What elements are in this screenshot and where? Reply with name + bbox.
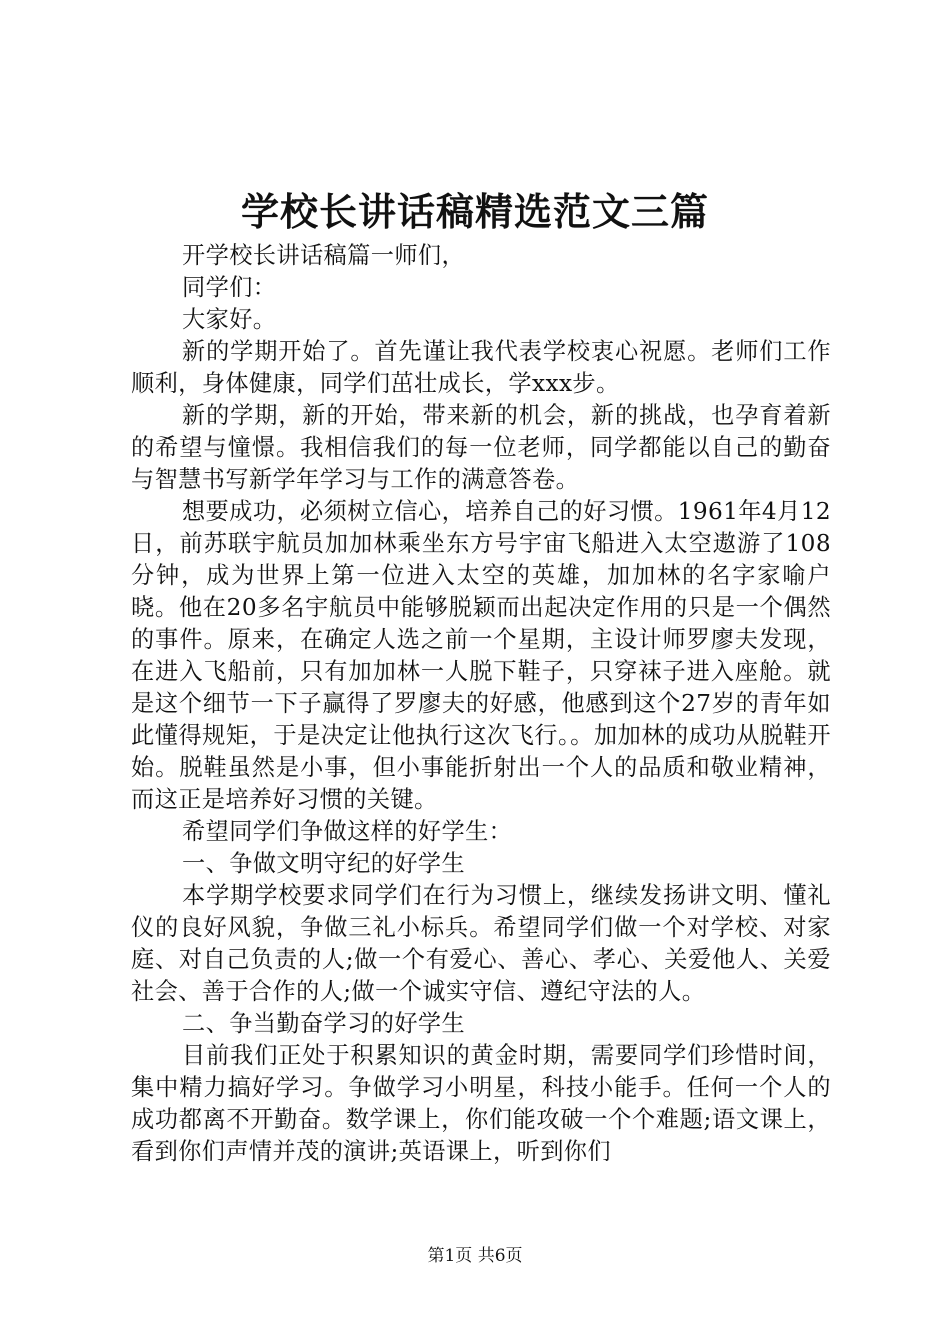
document-body bbox=[131, 240, 831, 1168]
page-footer: 第1页 共6页 bbox=[427, 1246, 523, 1266]
paragraph: 新的学期开始了。首先谨让我代表学校衷心祝愿。老师们工作顺利，身体健康，同学们茁壮成长，学xxx步。 bbox=[131, 338, 831, 397]
paragraph: 希望同学们争做这样的好学生： bbox=[182, 818, 513, 845]
paragraph: 本学期学校要求同学们在行为习惯上，继续发扬讲文明、懂礼仪的良好风貌，争做三礼小标兵。希望同学们做一个对学校、对家庭、对自己负责的人;做一个有爱心、善心、孝心、关爱他人、关爱社会、善于合作的人;做一个诚实守信、遵纪守法的人。 bbox=[131, 882, 831, 1005]
document-title: 学校长讲话稿精选范文三篇 bbox=[240, 189, 709, 234]
section-heading: 二、争当勤奋学习的好学生 bbox=[182, 1010, 466, 1037]
paragraph: 目前我们正处于积累知识的黄金时期，需要同学们珍惜时间，集中精力搞好学习。争做学习小明星，科技小能手。任何一个人的成功都离不开勤奋。数学课上，你们能攻破一个个难题;语文课上，看到你们声情并茂的演讲;英语课上，听到你们 bbox=[131, 1042, 831, 1165]
paragraph: 大家好。 bbox=[182, 306, 277, 333]
paragraph: 新的学期，新的开始，带来新的机会，新的挑战，也孕育着新的希望与憧憬。我相信我们的每一位老师，同学都能以自己的勤奋与智慧书写新学年学习与工作的满意答卷。 bbox=[131, 402, 831, 493]
paragraph: 开学校长讲话稿篇一师们， bbox=[182, 242, 466, 269]
section-heading: 一、争做文明守纪的好学生 bbox=[182, 850, 466, 877]
paragraph: 同学们： bbox=[182, 274, 277, 301]
paragraph: 想要成功，必须树立信心，培养自己的好习惯。1961年4月12日，前苏联宇航员加加林乘坐东方号宇宙飞船进入太空遨游了108分钟，成为世界上第一位进入太空的英雄，加加林的名字家喻户晓。他在20多名宇航员中能够脱颖而出起决定作用的只是一个偶然的事件。原来，在确定人选之前一个星期，主设计师罗廖夫发现，在进入飞船前，只有加加林一人脱下鞋子，只穿袜子进入座舱。就是这个细节一下子赢得了罗廖夫的好感，他感到这个27岁的青年如此懂得规矩，于是决定让他执行这次飞行。。加加林的成功从脱鞋开始。脱鞋虽然是小事，但小事能折射出一个人的品质和敬业精神，而这正是培养好习惯的关键。 bbox=[131, 498, 831, 813]
